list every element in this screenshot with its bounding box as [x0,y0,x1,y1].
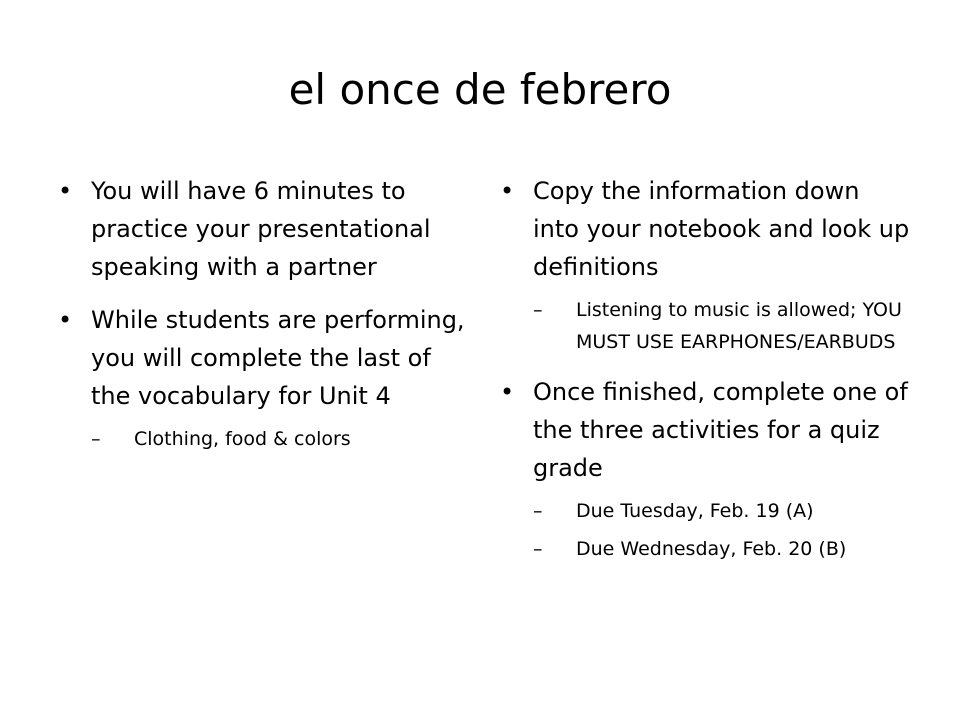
sub-bullet-item [533,533,910,565]
dash-icon: – [533,538,543,560]
bullet-text: Copy the information down into your notebook and look up definitions [533,177,910,281]
sub-bullet-text: Due Tuesday, Feb. 19 (A) [576,500,814,522]
right-column [500,172,910,580]
bullet-item [500,373,910,565]
bullet-icon: • [500,378,515,406]
bullet-item [58,172,466,286]
sub-list [533,495,910,565]
sub-bullet-item [91,423,466,455]
bullet-item [500,172,910,358]
dash-icon: – [533,299,543,321]
sub-list [533,294,910,358]
sub-bullet-item [533,495,910,527]
sub-bullet-text: Clothing, food & colors [134,428,351,450]
sub-bullet-item [533,294,910,358]
dash-icon: – [91,428,101,450]
bullet-text: While students are performing, you will complete the last of the vocabulary for Unit 4 [91,306,465,410]
sub-bullet-text: Listening to music is allowed; YOU MUST USE EARPHONES/EARBUDS [576,299,902,353]
left-column [58,172,466,470]
bullet-item [58,301,466,455]
bullet-icon: • [58,306,73,334]
sub-list [91,423,466,455]
bullet-icon: • [58,177,73,205]
bullet-icon: • [500,177,515,205]
bullet-text: Once finished, complete one of the three activities for a quiz grade [533,378,908,482]
dash-icon: – [533,500,543,522]
sub-bullet-text: Due Wednesday, Feb. 20 (B) [576,538,847,560]
slide-title: el once de febrero [288,65,672,114]
bullet-text: You will have 6 minutes to practice your presentational speaking with a partner [91,177,431,281]
